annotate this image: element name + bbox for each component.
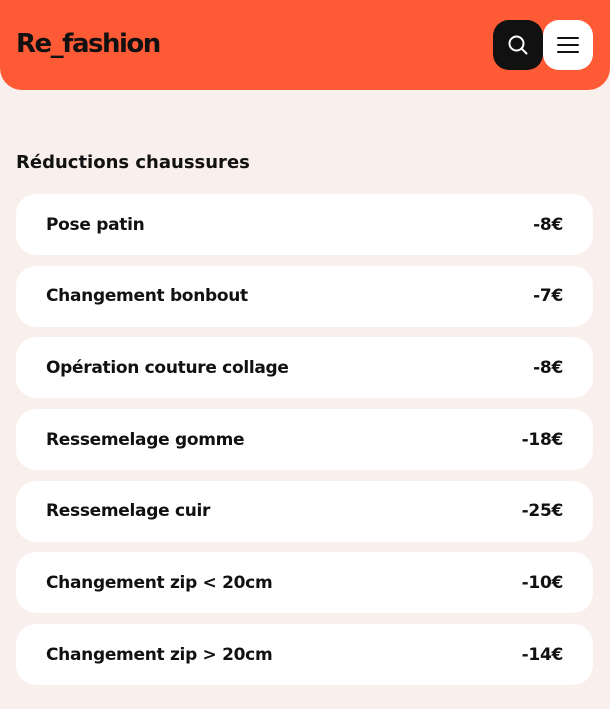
item-label: Changement zip < 20cm <box>46 572 273 593</box>
item-price: -10€ <box>521 572 563 593</box>
list-item <box>16 194 593 255</box>
item-price: -8€ <box>533 357 563 378</box>
item-label: Changement bonbout <box>46 286 248 307</box>
hamburger-menu-icon <box>557 36 579 54</box>
item-label: Pose patin <box>46 214 145 235</box>
menu-button[interactable] <box>543 20 593 70</box>
item-price: -18€ <box>521 429 563 450</box>
item-price: -8€ <box>533 214 563 235</box>
item-label: Changement zip > 20cm <box>46 644 273 665</box>
item-price: -7€ <box>533 286 563 307</box>
list-item <box>16 624 593 685</box>
item-label: Ressemelage cuir <box>46 501 211 522</box>
item-label: Opération couture collage <box>46 357 289 378</box>
list-item <box>16 552 593 613</box>
site-header <box>0 0 610 90</box>
list-item <box>16 337 593 398</box>
list-item <box>16 266 593 327</box>
item-price: -14€ <box>521 644 563 665</box>
reduction-list <box>16 194 593 696</box>
refashion-logo[interactable]: Re_fashion <box>16 29 160 59</box>
list-item <box>16 481 593 542</box>
section-title: Réductions chaussures <box>16 152 250 173</box>
list-item <box>16 409 593 470</box>
search-icon <box>507 34 529 56</box>
item-label: Ressemelage gomme <box>46 429 245 450</box>
item-price: -25€ <box>521 501 563 522</box>
search-button[interactable] <box>493 20 543 70</box>
